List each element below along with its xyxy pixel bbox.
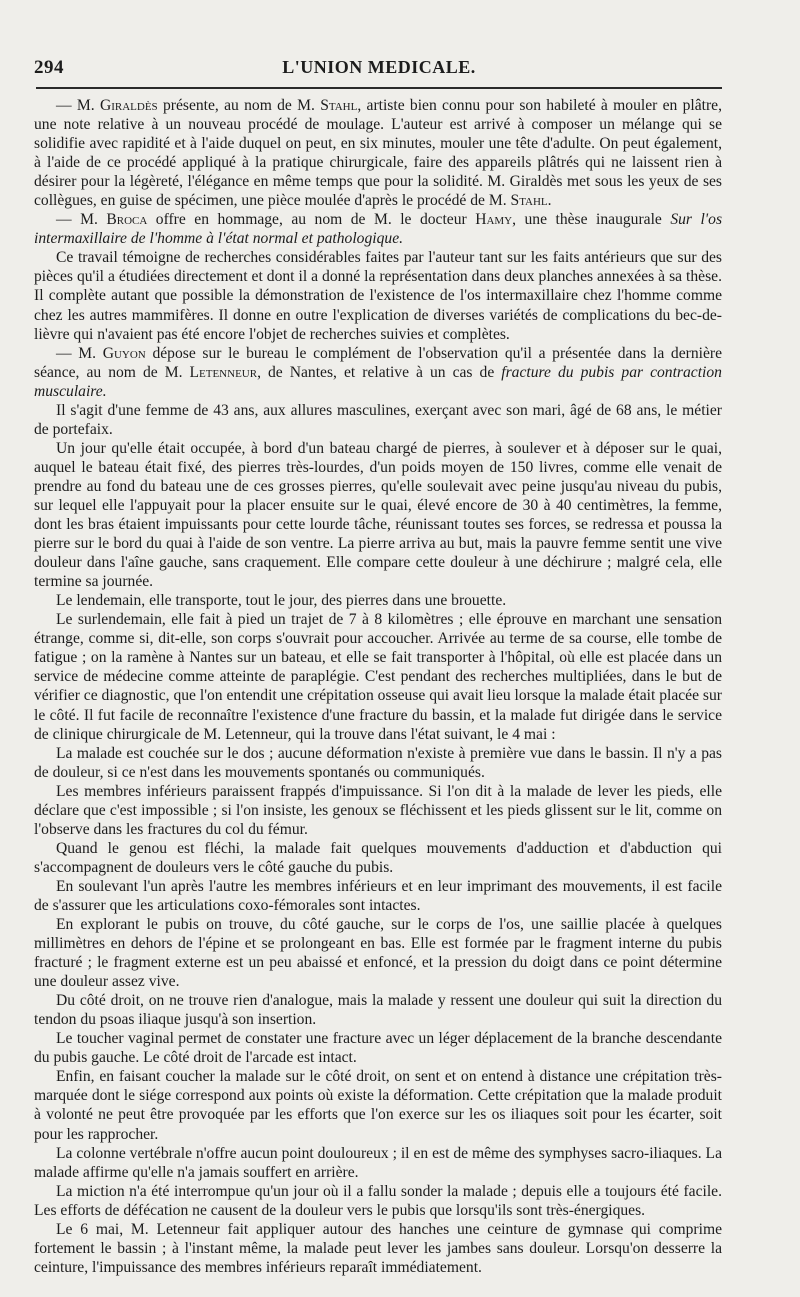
paragraph-text: Quand le genou est fléchi, la malade fait quelques mouvements d'adduction et d'abduction qui s'accompagnent de douleurs vers le côté gauche du pubis.: [34, 839, 722, 876]
paragraph-text: Le lendemain, elle transporte, tout le jour, des pierres dans une brouette.: [56, 592, 507, 610]
paragraph-text: Le surlendemain, elle fait à pied un trajet de 7 à 8 kilomètres ; elle éprouve en marchant une sensation étrange, comme si, dit-elle, son corps s'ouvrait pour accoucher. Arrivée au terme de sa course, elle tombe de fatigue ; on la ramène à Nantes sur un bateau, et elle se fait transporter à l'hôpital, où elle est placée dans un service de médecine comme atteinte de paraplégie. C'est pendant des recherches multipliées, dans le but de vérifier ce diagnostic, que l'on entendit une crépitation osseuse qui avait lieu lorsque la malade était placée sur le côté. Il fut facile de reconnaître l'existence d'une fracture du bassin, et la malade fut dirigée dans le service de clinique chirurgicale de M. Letenneur, qui la trouve dans l'état suivant, le 4 mai :: [34, 611, 722, 743]
paragraph: [34, 96, 722, 210]
paragraph-text: Il s'agit d'une femme de 43 ans, aux allures masculines, exerçant avec son mari, âgé de 68 ans, le métier de portefaix.: [34, 401, 722, 438]
paragraph: [34, 991, 722, 1029]
paragraph: [34, 344, 722, 401]
paragraph-text: Du côté droit, on ne trouve rien d'analogue, mais la malade y ressent une douleur qui suit la direction du tendon du psoas iliaque jusqu'à son insertion.: [34, 992, 722, 1029]
paragraph-text: — M.: [56, 344, 103, 362]
paragraph-text: En soulevant l'un après l'autre les membres inférieurs et en leur imprimant des mouvements, il est facile de s'assurer que les articulations coxo-fémorales sont intactes.: [34, 877, 722, 914]
paragraph-text: , de Nantes, et relative à un cas de: [257, 363, 502, 381]
page-number: 294: [34, 57, 64, 78]
paragraph: [34, 439, 722, 591]
small-caps-name: Giraldès: [99, 97, 158, 114]
paragraph-text: La colonne vertébrale n'offre aucun point douloureux ; il en est de même des symphyses sacro-iliaques. La malade affirme qu'elle n'a jamais souffert en arrière.: [34, 1144, 722, 1181]
paragraph: [34, 877, 722, 915]
paragraph-text: offre en hommage, au nom de M. le docteur: [147, 211, 476, 229]
paragraph-text: En explorant le pubis on trouve, du côté gauche, sur le corps de l'os, une saillie placée à quelques millimètres en dehors de l'épine et se prolongeant en bas. Elle est formée par le fragment interne du pubis fracturé ; le fragment externe est un peu abaissé et enfoncé, et la pression du doigt dans ce point détermine une douleur assez vive.: [34, 916, 722, 991]
paragraph: [34, 915, 722, 991]
paragraph-text: La malade est couchée sur le dos ; aucune déformation n'existe à première vue dans le bassin. Il n'y a pas de douleur, si ce n'est dans les mouvements spontanés ou communiqués.: [34, 744, 722, 781]
paragraph-text: Les membres inférieurs paraissent frappés d'impuissance. Si l'on dit à la malade de lever les pieds, elle déclare que c'est impossible ; si l'on insiste, les genoux se fléchissent et les pieds glissent sur le lit, comme on l'observe dans les fractures du col du fémur.: [34, 782, 722, 838]
page-header: [34, 55, 724, 81]
article-body: [34, 96, 722, 1277]
paragraph-text: — M.: [56, 211, 107, 229]
header-rule: [36, 87, 722, 89]
paragraph: [34, 210, 722, 248]
paragraph: [34, 839, 722, 877]
paragraph-text: Ce travail témoigne de recherches considérables faites par l'auteur tant sur les faits antérieurs que sur des pièces qu'il a étudiées directement et dont il a donné la représentation dans deux planches annexées à sa thèse. Il complète autant que possible la démonstration de l'existence de l'os intermaxillaire chez l'homme comme chez les autres mammifères. Il donne en outre l'explication de diverses variétés de complications du bec-de-lièvre qui n'avaient pas été encore l'objet de recherches suivies et complètes.: [34, 249, 722, 343]
paragraph: [34, 1182, 722, 1220]
paragraph-text: Enfin, en faisant coucher la malade sur le côté droit, on sent et on entend à distance une crépitation très-marquée dont le siége correspond aux points où existe la déformation. Cette crépitation que la malade produit à volonté ne peut être provoquée par les efforts que l'on exerce sur les os iliaques soit pour les écarter, soit pour les rapprocher.: [34, 1068, 722, 1143]
paragraph: [34, 401, 722, 439]
running-title: L'UNION MEDICALE.: [282, 57, 476, 77]
paragraph: [34, 591, 722, 610]
paragraph-text: .: [547, 192, 552, 210]
small-caps-name: Stahl: [510, 192, 548, 210]
paragraph-text: Un jour qu'elle était occupée, à bord d'un bateau chargé de pierres, à soulever et à déposer sur le quai, auquel le bateau était fixé, des pierres très-lourdes, d'un poids moyen de 150 livres, comme elle venait de prendre au fond du bateau une de ces grosses pierres, qu'elle soulevait avec peine jusqu'au niveau du pubis, sur lequel elle l'appuyait pour la placer ensuite sur le quai, élevé encore de 30 à 40 centimètres, la femme, dont les bras étaient impuissants pour cette lourde tâche, réunissant toutes ses forces, se redressa et poussa la pierre sur le bord du quai à l'aide de son ventre. La pierre arriva au but, mais la pauvre femme sentit une vive douleur dans l'aîne gauche, sans craquement. Elle compare cette douleur à une déchirure ; malgré cela, elle termine sa journée.: [34, 439, 722, 591]
italic-title: Sur l'os intermaxillaire de l'homme à l'état normal et pathologique.: [34, 211, 723, 248]
paragraph-text: Le 6 mai, M. Letenneur fait appliquer autour des hanches une ceinture de gymnase qui comprime fortement le bassin ; à l'instant même, la malade peut lever les jambes sans douleur. Lorsqu'on desserre la ceinture, l'impuissance des membres inférieurs reparaît immédiatement.: [34, 1220, 722, 1276]
paragraph-text: présente, au nom de M.: [157, 97, 321, 114]
small-caps-name: Broca: [106, 211, 148, 229]
paragraph-text: — M.: [56, 97, 100, 114]
small-caps-name: Guyon: [102, 344, 146, 362]
paragraph: [34, 248, 722, 343]
small-caps-name: Letenneur: [189, 363, 258, 381]
paragraph-text: , une thèse inaugurale: [512, 211, 671, 229]
paragraph: [34, 1220, 722, 1277]
paragraph: [34, 1029, 722, 1067]
paragraph: [34, 1144, 722, 1182]
paragraph-text: , artiste bien connu pour son habileté à mouler en plâtre, une note relative à un nouveau procédé de moulage. L'auteur est arrivé à composer un mélange qui se solidifie avec rapidité et à l'aide duquel on peut, en six minutes, mouler une tête d'adulte. On peut également, à l'aide de ce procédé appliqué à la pratique chirurgicale, faire des appareils plâtrés qui ne laissent rien à désirer pour la légèreté, l'élégance en même temps que pour la solidité. M. Giraldès met sous les yeux de ses collègues, en guise de spécimen, une pièce moulée d'après le procédé de M.: [34, 97, 723, 210]
paragraph: [34, 1067, 722, 1143]
paragraph-text: La miction n'a été interrompue qu'un jour où il a fallu sonder la malade ; depuis elle a toujours été facile. Les efforts de défécation ne causent de la douleur vers le pubis que lorsqu'ils sont très-énergiques.: [34, 1182, 722, 1219]
paragraph-text: Le toucher vaginal permet de constater une fracture avec un léger déplacement de la branche descendante du pubis gauche. Le côté droit de l'arcade est intact.: [34, 1030, 722, 1067]
italic-title: fracture du pubis par contraction musculaire.: [34, 363, 722, 400]
paragraph: [34, 610, 722, 743]
paragraph: [34, 782, 722, 839]
small-caps-name: Stahl: [320, 97, 358, 114]
paragraph-text: dépose sur le bureau le complément de l'observation qu'il a présentée dans la dernière séance, au nom de M.: [34, 344, 722, 381]
paragraph: [34, 744, 722, 782]
small-caps-name: Hamy: [475, 211, 513, 229]
